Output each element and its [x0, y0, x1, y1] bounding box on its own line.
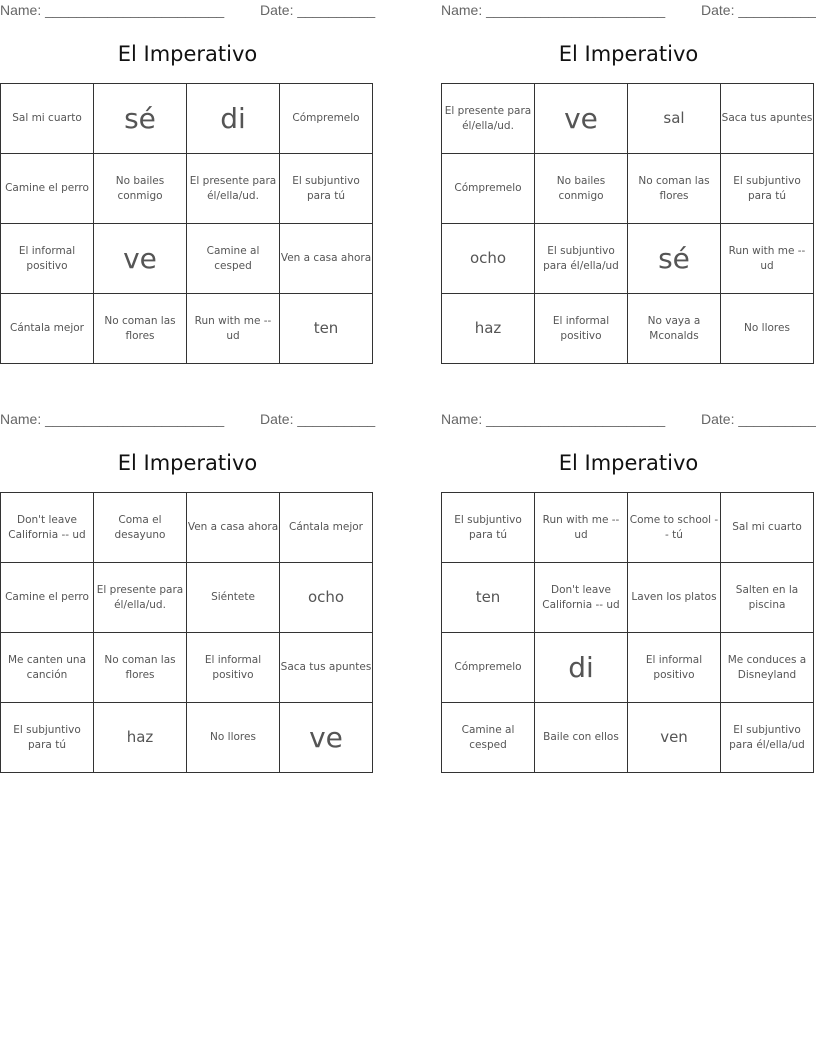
- bingo-cell: Cántala mejor: [280, 493, 373, 563]
- name-date-row: [441, 409, 816, 431]
- bingo-cell: El presente para él/ella/ud.: [94, 563, 187, 633]
- bingo-row: [1, 154, 373, 224]
- bingo-cell: Camine el perro: [1, 154, 94, 224]
- name-field-label: Name: _______________________: [0, 411, 225, 427]
- bingo-cell: No llores: [187, 703, 280, 773]
- bingo-cell: Cómpremelo: [442, 633, 535, 703]
- bingo-cell: Baile con ellos: [535, 703, 628, 773]
- bingo-cell: Coma el desayuno: [94, 493, 187, 563]
- bingo-grid: [0, 83, 373, 364]
- bingo-cell: Sal mi cuarto: [1, 84, 94, 154]
- bingo-row: [1, 224, 373, 294]
- bingo-cell: sé: [94, 84, 187, 154]
- bingo-row: [1, 703, 373, 773]
- bingo-cell: Saca tus apuntes: [721, 84, 814, 154]
- card-title: El Imperativo: [117, 42, 258, 66]
- card-title: El Imperativo: [117, 451, 258, 475]
- bingo-cell: Cómpremelo: [442, 154, 535, 224]
- bingo-card-3: [0, 409, 376, 754]
- bingo-cell: El informal positivo: [535, 294, 628, 364]
- bingo-cell: Run with me -- ud: [721, 224, 814, 294]
- bingo-grid: [441, 492, 814, 773]
- bingo-grid: [441, 83, 814, 364]
- bingo-row: [442, 154, 814, 224]
- bingo-cell: di: [187, 84, 280, 154]
- bingo-cell: El presente para él/ella/ud.: [442, 84, 535, 154]
- bingo-card-2: [441, 0, 816, 342]
- bingo-cell: ten: [442, 563, 535, 633]
- name-field-label: Name: _______________________: [441, 2, 666, 18]
- bingo-cell: No vaya a Mconalds: [628, 294, 721, 364]
- bingo-cell: Salten en la piscina: [721, 563, 814, 633]
- bingo-grid: [0, 492, 373, 773]
- bingo-cell: ven: [628, 703, 721, 773]
- name-date-row: [0, 409, 375, 431]
- bingo-row: [1, 563, 373, 633]
- bingo-cell: haz: [442, 294, 535, 364]
- bingo-cell: No coman las flores: [628, 154, 721, 224]
- bingo-cell: Sal mi cuarto: [721, 493, 814, 563]
- bingo-card-1: [0, 0, 376, 342]
- bingo-cell: El informal positivo: [628, 633, 721, 703]
- bingo-cell: Camine al cesped: [187, 224, 280, 294]
- date-field-label: Date: __________: [260, 2, 376, 18]
- bingo-cell: El subjuntivo para tú: [721, 154, 814, 224]
- bingo-cell: ve: [535, 84, 628, 154]
- date-field-label: Date: __________: [701, 411, 816, 427]
- bingo-cell: ocho: [280, 563, 373, 633]
- bingo-row: [442, 493, 814, 563]
- bingo-cell: Camine al cesped: [442, 703, 535, 773]
- bingo-cell: El subjuntivo para él/ella/ud: [721, 703, 814, 773]
- bingo-cell: El informal positivo: [1, 224, 94, 294]
- bingo-cell: Run with me -- ud: [535, 493, 628, 563]
- bingo-cell: Laven los platos: [628, 563, 721, 633]
- bingo-cell: Me canten una canción: [1, 633, 94, 703]
- name-field-label: Name: _______________________: [441, 411, 666, 427]
- bingo-cell: ten: [280, 294, 373, 364]
- bingo-row: [442, 224, 814, 294]
- bingo-cell: No coman las flores: [94, 294, 187, 364]
- bingo-row: [442, 84, 814, 154]
- bingo-row: [442, 563, 814, 633]
- bingo-cell: No bailes conmigo: [94, 154, 187, 224]
- bingo-cell: Cántala mejor: [1, 294, 94, 364]
- bingo-cell: Run with me -- ud: [187, 294, 280, 364]
- bingo-cell: No bailes conmigo: [535, 154, 628, 224]
- bingo-cell: ve: [280, 703, 373, 773]
- bingo-cell: El subjuntivo para tú: [1, 703, 94, 773]
- bingo-cell: Me conduces a Disneyland: [721, 633, 814, 703]
- bingo-cell: El informal positivo: [187, 633, 280, 703]
- bingo-row: [1, 633, 373, 703]
- name-field-label: Name: _______________________: [0, 2, 225, 18]
- card-title: El Imperativo: [558, 42, 699, 66]
- bingo-row: [1, 84, 373, 154]
- bingo-cell: No llores: [721, 294, 814, 364]
- card-title: El Imperativo: [558, 451, 699, 475]
- bingo-row: [1, 493, 373, 563]
- bingo-row: [442, 703, 814, 773]
- bingo-cell: Cómpremelo: [280, 84, 373, 154]
- bingo-cell: Come to school -- tú: [628, 493, 721, 563]
- date-field-label: Date: __________: [701, 2, 816, 18]
- bingo-cell: Saca tus apuntes: [280, 633, 373, 703]
- bingo-cell: El subjuntivo para él/ella/ud: [535, 224, 628, 294]
- bingo-cell: Don't leave California -- ud: [535, 563, 628, 633]
- bingo-cell: Camine el perro: [1, 563, 94, 633]
- bingo-cell: Don't leave California -- ud: [1, 493, 94, 563]
- bingo-cell: Ven a casa ahora: [280, 224, 373, 294]
- bingo-cell: di: [535, 633, 628, 703]
- bingo-cell: Siéntete: [187, 563, 280, 633]
- name-date-row: [0, 0, 375, 22]
- bingo-cell: El presente para él/ella/ud.: [187, 154, 280, 224]
- name-date-row: [441, 0, 816, 22]
- bingo-cell: Ven a casa ahora: [187, 493, 280, 563]
- bingo-cell: sé: [628, 224, 721, 294]
- bingo-row: [1, 294, 373, 364]
- bingo-card-4: [441, 409, 816, 751]
- bingo-cell: No coman las flores: [94, 633, 187, 703]
- bingo-cell: ve: [94, 224, 187, 294]
- bingo-cell: sal: [628, 84, 721, 154]
- bingo-cell: ocho: [442, 224, 535, 294]
- bingo-row: [442, 633, 814, 703]
- bingo-cell: El subjuntivo para tú: [280, 154, 373, 224]
- bingo-row: [442, 294, 814, 364]
- bingo-cell: haz: [94, 703, 187, 773]
- date-field-label: Date: __________: [260, 411, 376, 427]
- bingo-cell: El subjuntivo para tú: [442, 493, 535, 563]
